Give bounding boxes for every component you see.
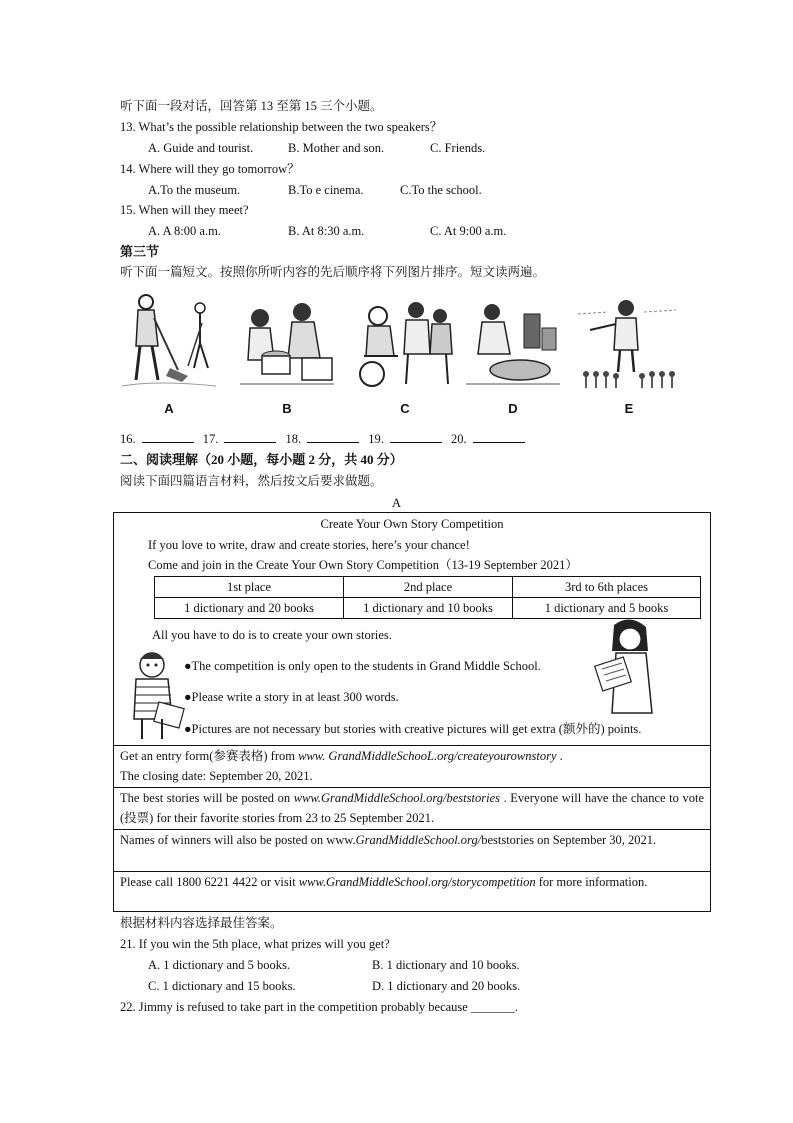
- question-14-option-c: C.To the school.: [400, 183, 482, 197]
- picture-label-e: E: [624, 401, 634, 416]
- poster-line-1: If you love to write, draw and create stories, here’s your chance!: [148, 538, 470, 552]
- poster-best-stories: [120, 788, 704, 828]
- question-21-option-a: A. 1 dictionary and 5 books.: [148, 958, 290, 972]
- picture-label-c: C: [400, 401, 410, 416]
- prize-reward-3: 1 dictionary and 5 books: [513, 598, 701, 619]
- picture-c: [354, 288, 456, 420]
- story-competition-link[interactable]: www.GrandMiddleSchool.org/storycompetition: [298, 875, 536, 889]
- winners-link[interactable]: GrandMiddleSchool.org/: [355, 833, 482, 847]
- section3-instruction: 听下面一篇短文。按照你所听内容的先后顺序将下列图片排序。短文读两遍。: [120, 265, 546, 279]
- choose-instruction: 根据材料内容选择最佳答案。: [120, 916, 283, 930]
- cooking-illustration: [236, 288, 338, 398]
- question-14-stem: 14. Where will they go tomorrow？: [120, 162, 300, 176]
- answer-blank-17[interactable]: [224, 442, 276, 443]
- poster-contact: [120, 872, 704, 892]
- prize-place-2: 2nd place: [344, 577, 513, 598]
- planting-illustration: [578, 288, 680, 398]
- picture-d: [462, 288, 564, 420]
- question-13-stem: 13. What’s the possible relationship between the two speakers？: [120, 120, 443, 134]
- prize-table-row: [155, 577, 701, 598]
- winners-text-end: beststories on September 30, 2021.: [481, 833, 657, 847]
- best-stories-link[interactable]: www.GrandMiddleSchool.org/beststories: [293, 791, 500, 805]
- poster-winners: [120, 830, 704, 850]
- poster-title: Create Your Own Story Competition: [320, 517, 504, 531]
- poster-all-you-do: All you have to do is to create your own stories.: [152, 628, 392, 642]
- girl-reading-illustration: [594, 617, 664, 717]
- blank-label-19: 19.: [368, 432, 384, 446]
- blank-label-20: 20.: [451, 432, 467, 446]
- listening-intro: 听下面一段对话，回答第 13 至第 15 三个小题。: [120, 99, 383, 113]
- contact-text-end: for more information.: [535, 875, 648, 889]
- best-text: The best stories will be posted on: [120, 791, 294, 805]
- entry-text: Get an entry form(参赛表格) from: [120, 749, 299, 763]
- wheelchair-illustration: [354, 288, 456, 398]
- entry-text-end: .: [556, 749, 563, 763]
- reading-part-title: 二、阅读理解（20 小题，每小题 2 分，共 40 分）: [120, 452, 403, 467]
- poster-closing-date: The closing date: September 20, 2021.: [120, 769, 313, 783]
- prize-reward-1: 1 dictionary and 20 books: [155, 598, 344, 619]
- question-14-option-b: B.To e cinema.: [288, 183, 364, 197]
- blank-label-16: 16.: [120, 432, 136, 446]
- question-13-option-a: A. Guide and tourist.: [148, 141, 254, 155]
- prize-table: [154, 576, 701, 619]
- answer-blanks-row: [120, 432, 531, 447]
- prize-table-row: [155, 598, 701, 619]
- question-22-stem: 22. Jimmy is refused to take part in the competition probably because _______.: [120, 1000, 518, 1014]
- picture-label-b: B: [282, 401, 292, 416]
- poster-rule-2: ●Please write a story in at least 300 words.: [184, 690, 399, 704]
- blank-label-17: 17.: [202, 432, 219, 446]
- passage-label: A: [391, 496, 402, 510]
- poster-line-2: Come and join in the Create Your Own Story Competition（13-19 September 2021）: [148, 558, 578, 572]
- picture-b: [236, 288, 338, 420]
- answer-blank-20[interactable]: [473, 442, 525, 443]
- section3-title: 第三节: [120, 244, 160, 259]
- poster-rule-1: ●The competition is only open to the students in Grand Middle School.: [184, 659, 541, 673]
- winners-text: Names of winners will also be posted on www.: [120, 833, 356, 847]
- question-15-option-b: B. At 8:30 a.m.: [288, 224, 365, 238]
- question-13-option-c: C. Friends.: [430, 141, 486, 155]
- contact-text: Please call 1800 6221 4422 or visit: [120, 875, 299, 889]
- answer-blank-18[interactable]: [307, 442, 359, 443]
- prize-reward-2: 1 dictionary and 10 books: [344, 598, 513, 619]
- poster-rule-3: ●Pictures are not necessary but stories with creative pictures will get extra (额外的) points.: [184, 722, 642, 736]
- picture-label-d: D: [508, 401, 518, 416]
- picture-label-a: A: [164, 401, 174, 416]
- question-21-stem: 21. If you win the 5th place, what prizes will you get?: [120, 937, 390, 951]
- boy-writing-illustration: [128, 649, 186, 741]
- poster-entry-line: [120, 746, 563, 766]
- washing-illustration: [462, 288, 564, 398]
- question-15-option-a: A. A 8:00 a.m.: [148, 224, 221, 238]
- question-21-option-b: B. 1 dictionary and 10 books.: [372, 958, 520, 972]
- question-13-option-b: B. Mother and son.: [288, 141, 385, 155]
- best-text-end: . Everyone will have the chance to vote (投票) for their favorite stories from 23 to 25 September 2021.: [120, 791, 704, 825]
- answer-blank-16[interactable]: [142, 442, 194, 443]
- question-21-option-d: D. 1 dictionary and 20 books.: [372, 979, 521, 993]
- question-15-stem: 15. When will they meet?: [120, 203, 249, 217]
- entry-form-link[interactable]: www. GrandMiddleSchooL.org/createyourownstory: [298, 749, 557, 763]
- picture-row: [118, 288, 678, 422]
- question-14-option-a: A.To the museum.: [148, 183, 241, 197]
- prize-place-3: 3rd to 6th places: [513, 577, 701, 598]
- sweeping-illustration: [118, 288, 220, 398]
- picture-a: [118, 288, 220, 420]
- reading-instruction: 阅读下面四篇语言材料，然后按文后要求做题。: [120, 474, 383, 488]
- blank-label-18: 18.: [285, 432, 302, 446]
- question-15-option-c: C. At 9:00 a.m.: [430, 224, 507, 238]
- answer-blank-19[interactable]: [390, 442, 442, 443]
- question-21-option-c: C. 1 dictionary and 15 books.: [148, 979, 296, 993]
- picture-e: [578, 288, 680, 420]
- competition-poster: [113, 512, 711, 912]
- prize-place-1: 1st place: [155, 577, 344, 598]
